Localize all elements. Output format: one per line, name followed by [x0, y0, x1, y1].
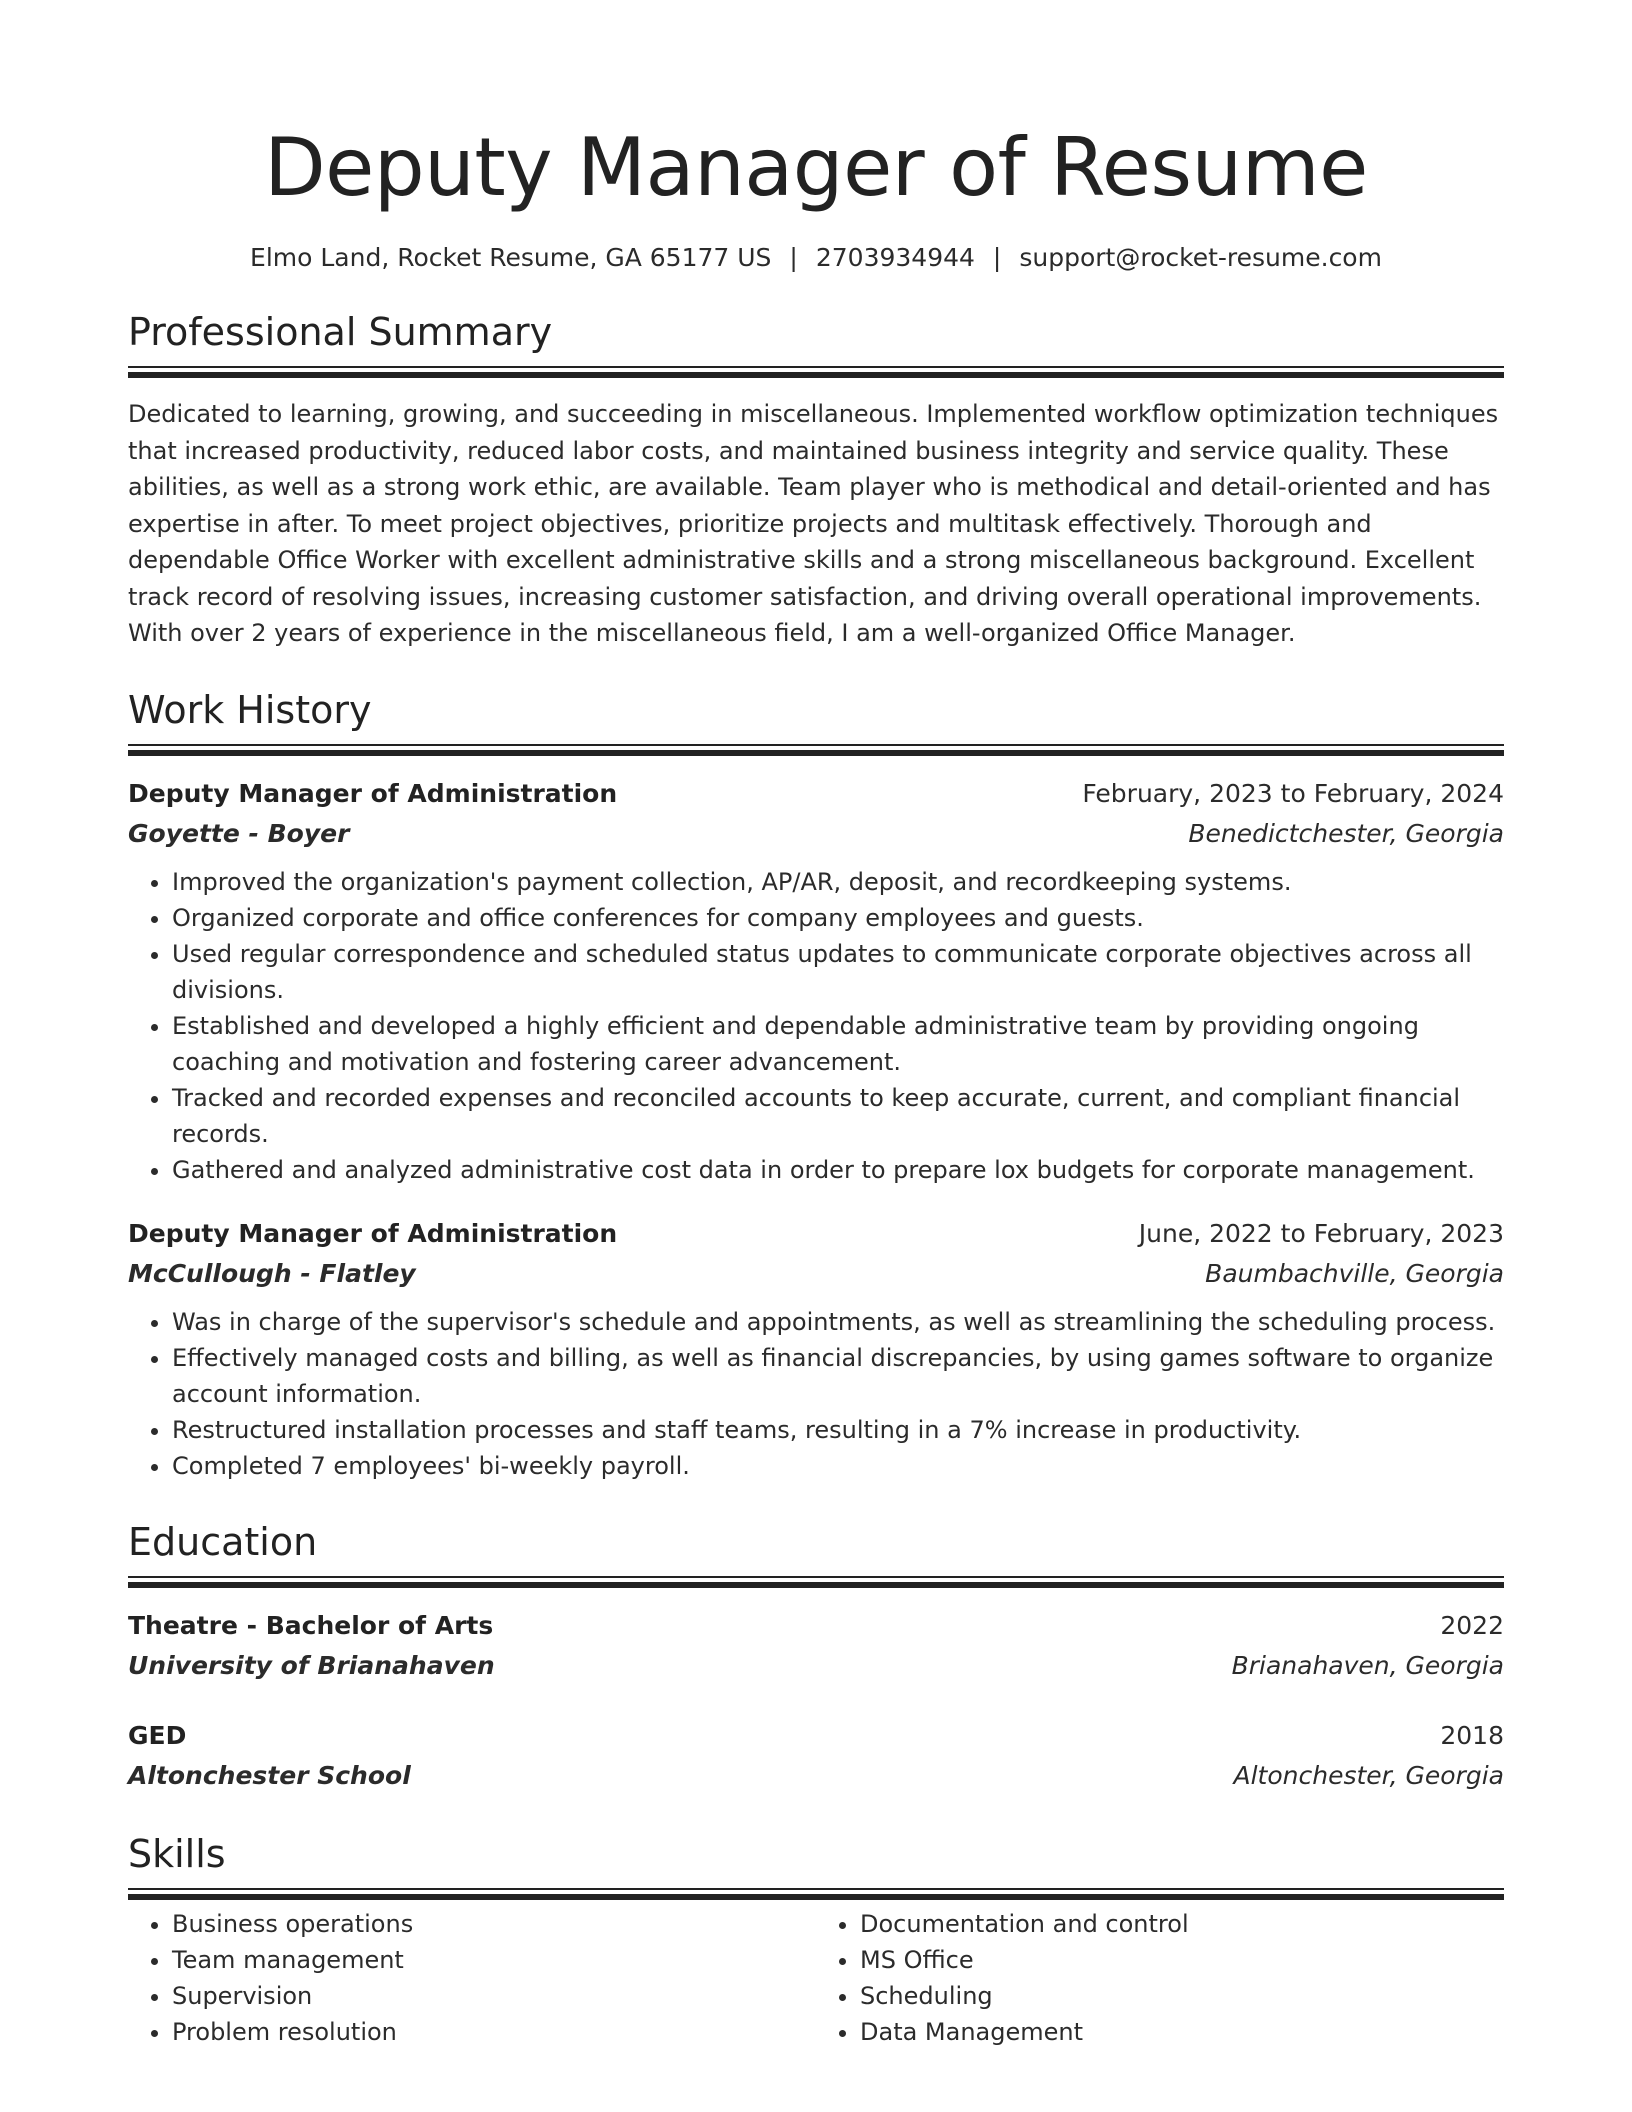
contact-separator: |	[789, 243, 798, 272]
summary-text: Dedicated to learning, growing, and succeeding in miscellaneous. Implemented workflow optimization techniques that increased productivity, reduced labor costs, and maintained business integrity and service quality. These abilities, as well as a strong work ethic, are available. Team player who is methodical and detail-oriented and has expertise in after. To meet project objectives, prioritize projects and multitask effectively. Thorough and dependable Office Worker with excellent administrative skills and a strong miscellaneous background. Excellent track record of resolving issues, increasing customer satisfaction, and driving overall operational improvements. With over 2 years of experience in the miscellaneous field, I am a well-organized Office Manager.	[128, 400, 1499, 647]
section-title: Professional Summary	[128, 310, 553, 354]
job-company: McCullough - Flatley	[128, 1258, 416, 1288]
list-item: • Business operations	[172, 1906, 816, 1942]
resume-name: Deputy Manager of Resume	[264, 121, 1368, 214]
list-item: • Effectively managed costs and billing, as well as financial discrepancies, by using games software to organize account information.	[172, 1340, 1504, 1412]
list-item: • MS Office	[860, 1942, 1504, 1978]
section-title: Education	[128, 1519, 318, 1564]
list-item: • Supervision	[172, 1978, 816, 2014]
job-bullets	[128, 864, 1504, 1188]
section-divider	[128, 366, 1504, 368]
list-item: • Restructured installation processes and staff teams, resulting in a 7% increase in productivity.	[172, 1412, 1504, 1448]
section-divider	[128, 744, 1504, 746]
list-item: • Scheduling	[860, 1978, 1504, 2014]
contact-phone: 2703934944	[815, 243, 975, 272]
list-item: • Used regular correspondence and scheduled status updates to communicate corporate objectives across all divisions.	[172, 936, 1504, 1008]
list-item: • Gathered and analyzed administrative cost data in order to prepare lox budgets for corporate management.	[172, 1152, 1504, 1188]
list-item: • Completed 7 employees' bi-weekly payroll.	[172, 1448, 1504, 1484]
job-dates: June, 2022 to February, 2023	[1138, 1218, 1504, 1248]
job-location: Baumbachville, Georgia	[1205, 1258, 1504, 1288]
contact-address: Elmo Land, Rocket Resume, GA 65177 US	[250, 243, 772, 272]
section-divider	[128, 1888, 1504, 1890]
education-entry	[128, 1606, 1504, 1686]
skills-list	[128, 1906, 1504, 2050]
section-title: Work History	[128, 687, 372, 732]
list-item: • Team management	[172, 1942, 816, 1978]
skills-column-right	[816, 1906, 1504, 2050]
job-entry	[128, 1214, 1504, 1484]
job-title: Deputy Manager of Administration	[128, 778, 618, 808]
list-item: • Organized corporate and office conferences for company employees and guests.	[172, 900, 1504, 936]
education-degree: GED	[128, 1720, 187, 1750]
education-location: Altonchester, Georgia	[1233, 1760, 1504, 1790]
education-year: 2022	[1440, 1610, 1504, 1640]
job-location: Benedictchester, Georgia	[1188, 818, 1504, 848]
education-section	[128, 1518, 1504, 1796]
education-year: 2018	[1440, 1720, 1504, 1750]
education-school: Altonchester School	[128, 1760, 411, 1790]
contact-email: support@rocket-resume.com	[1019, 243, 1382, 272]
list-item: • Data Management	[860, 2014, 1504, 2050]
education-location: Brianahaven, Georgia	[1231, 1650, 1504, 1680]
education-degree: Theatre - Bachelor of Arts	[128, 1610, 494, 1640]
section-divider	[128, 1576, 1504, 1578]
list-item: • Documentation and control	[860, 1906, 1504, 1942]
list-item: • Tracked and recorded expenses and reconciled accounts to keep accurate, current, and compliant financial records.	[172, 1080, 1504, 1152]
job-title: Deputy Manager of Administration	[128, 1218, 618, 1248]
work-history-section	[128, 686, 1504, 1484]
education-entry	[128, 1716, 1504, 1796]
list-item: • Problem resolution	[172, 2014, 816, 2050]
list-item: • Improved the organization's payment collection, AP/AR, deposit, and recordkeeping systems.	[172, 864, 1504, 900]
section-title: Skills	[128, 1831, 226, 1876]
contact-line	[128, 242, 1504, 274]
job-company: Goyette - Boyer	[128, 818, 350, 848]
contact-separator: |	[992, 243, 1002, 272]
list-item: • Established and developed a highly efficient and dependable administrative team by providing ongoing coaching and motivation and fostering career advancement.	[172, 1008, 1504, 1080]
list-item: • Was in charge of the supervisor's schedule and appointments, as well as streamlining the scheduling process.	[172, 1304, 1504, 1340]
job-dates: February, 2023 to February, 2024	[1082, 778, 1504, 808]
job-entry	[128, 774, 1504, 1188]
education-school: University of Brianahaven	[128, 1650, 495, 1680]
job-bullets	[128, 1304, 1504, 1484]
skills-column-left	[128, 1906, 816, 2050]
skills-section	[128, 1830, 1504, 2050]
summary-section	[128, 308, 1504, 652]
